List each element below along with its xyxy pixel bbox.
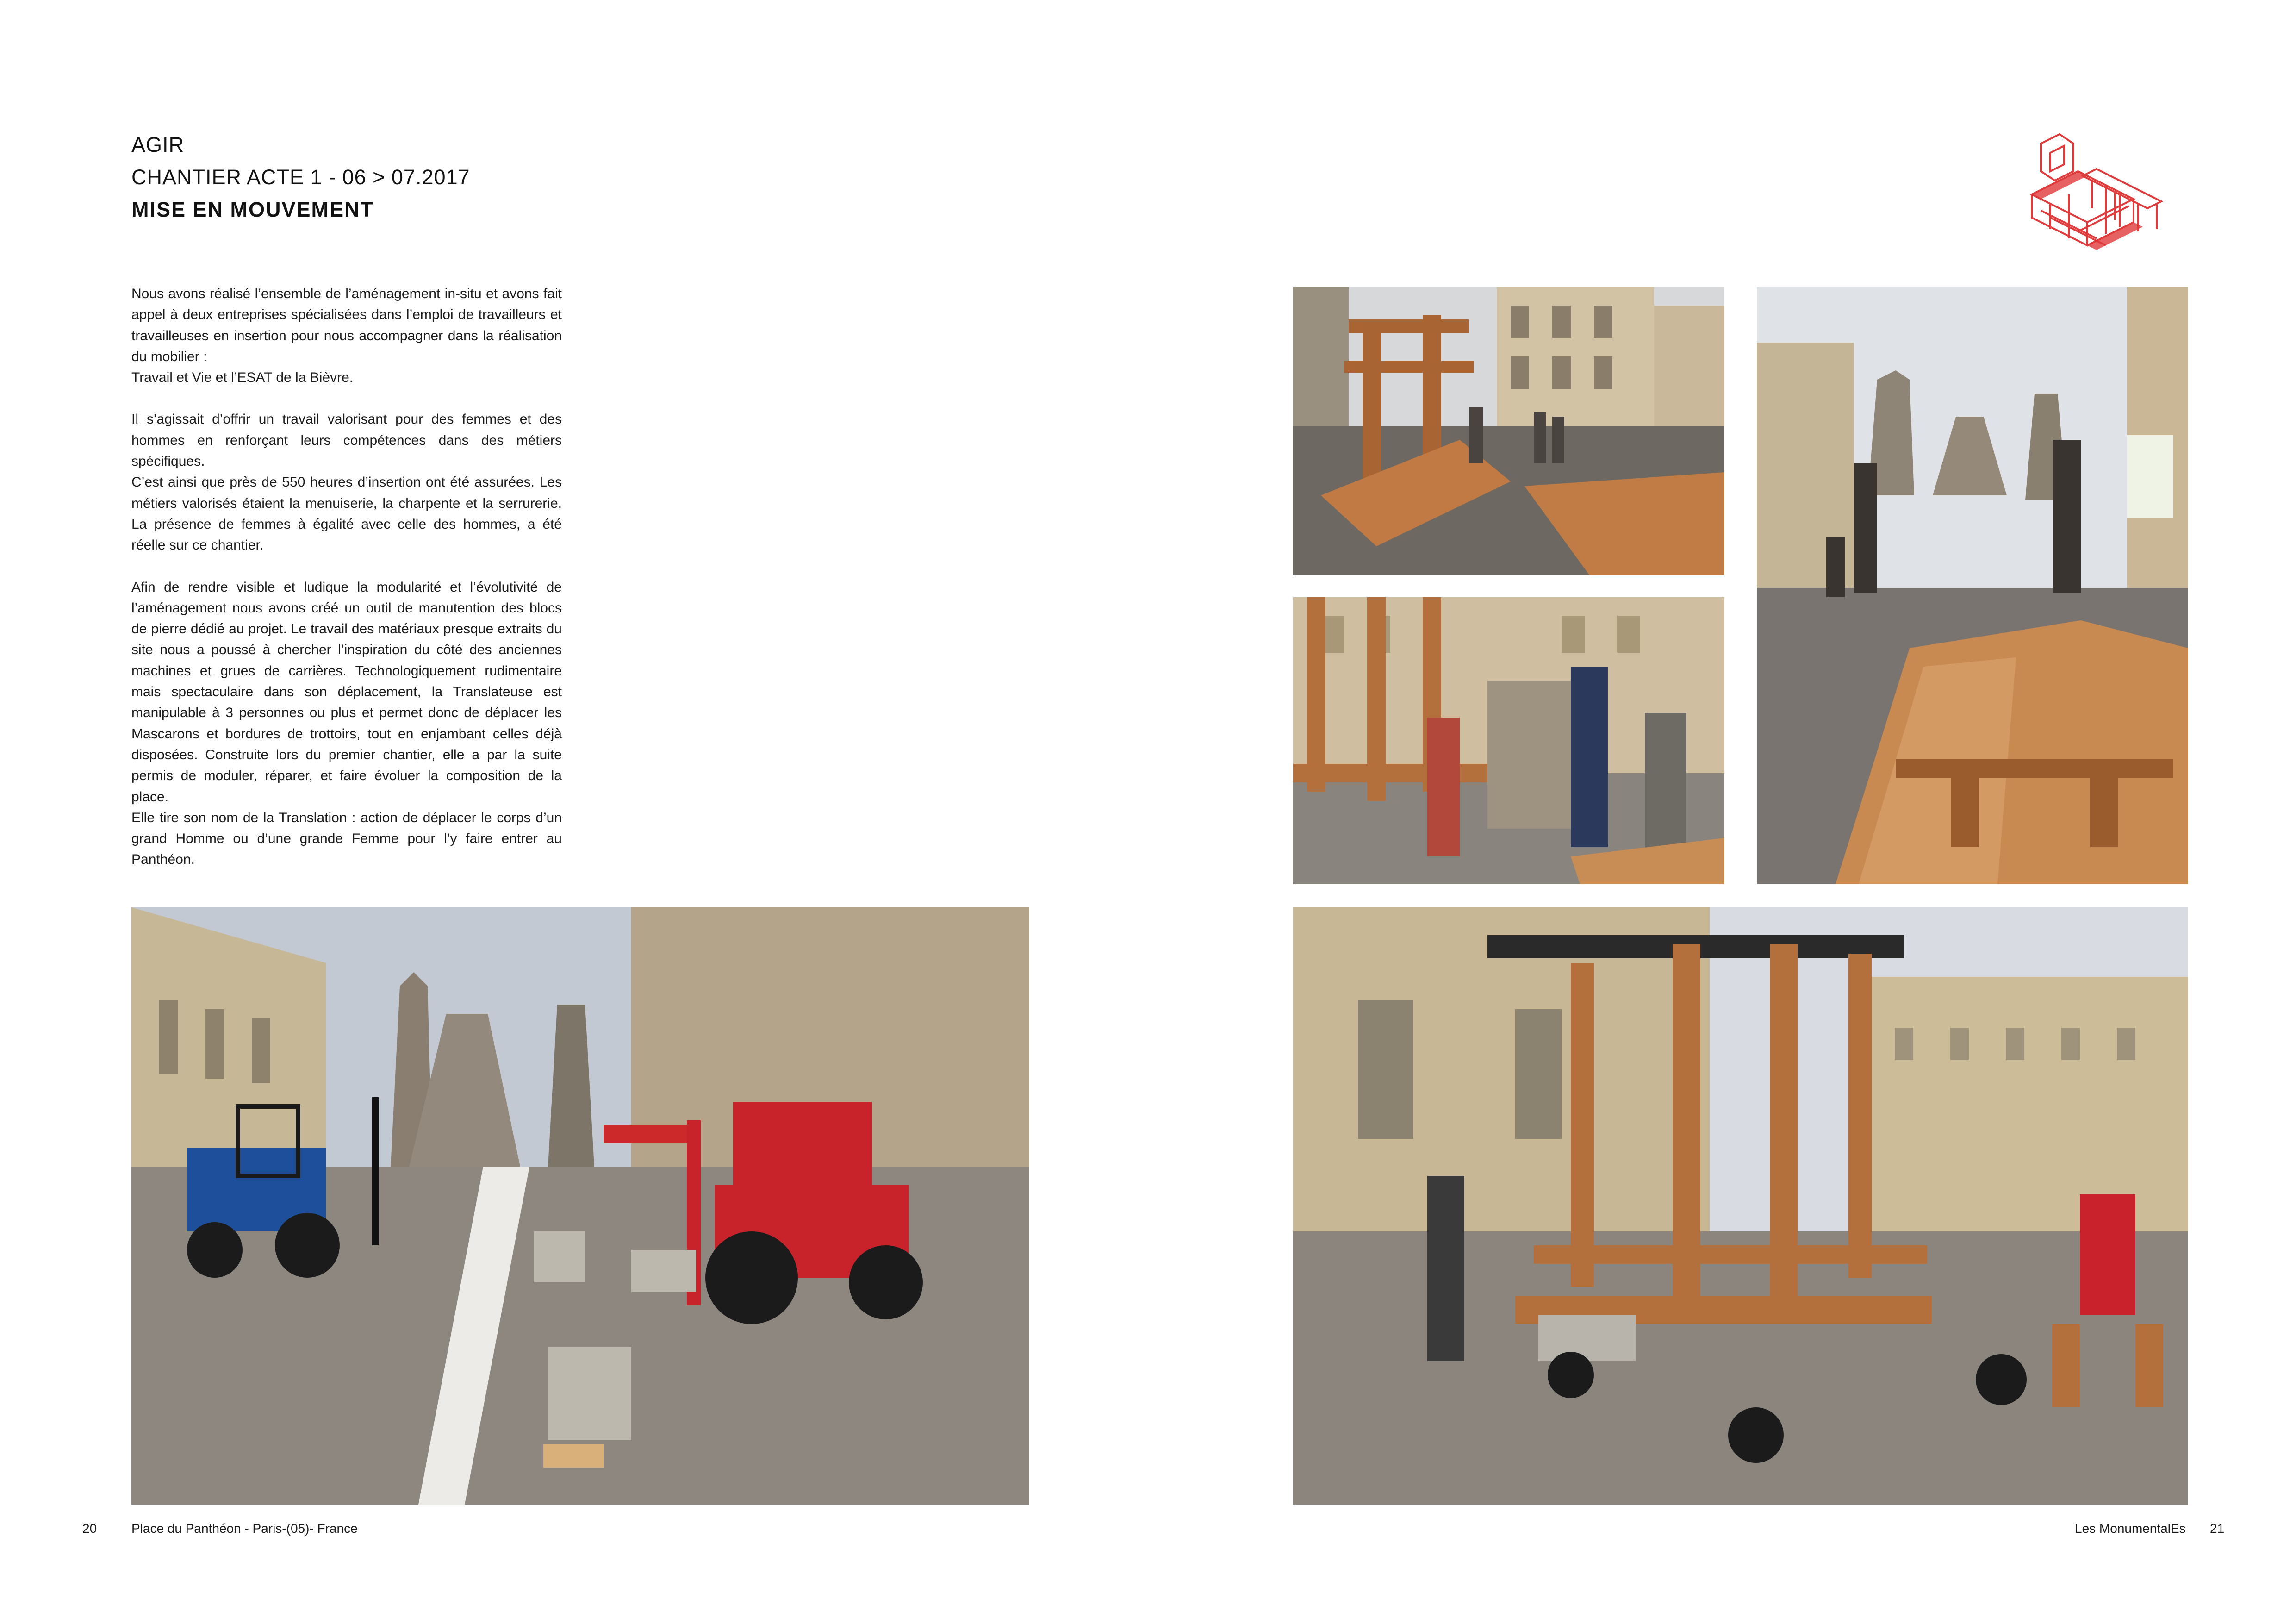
left-page-number: 20 — [82, 1521, 97, 1536]
right-page-number: 21 — [2210, 1521, 2225, 1536]
right-footer-caption: Les MonumentalEs — [2075, 1521, 2186, 1536]
body-text — [131, 283, 562, 891]
paragraph-1: Nous avons réalisé l’ensemble de l’aménagement in-situ et avons fait appel à deux entreprises spécialisées dans l’emploi de travailleurs et travailleuses en insertion pour nous accompagner dans la réalisation du mobilier : Travail et Vie et l’ESAT de la Bièvre. — [131, 286, 562, 386]
photo-pantheon-street-deck — [1757, 287, 2188, 884]
paragraph-2: Il s’agissait d’offrir un travail valorisant pour des femmes et des hommes en renforçant leurs compétences dans des métiers spécifiques. C’est ainsi que près de 550 heures d’insertion ont été assurées. Les métiers valorisés étaient la menuiserie, la charpente et la serrurerie. La présence de femmes à égalité avec celle des hommes, a été réelle sur ce chantier. — [131, 412, 562, 553]
photo-workers-translateuse — [1293, 597, 1724, 884]
photo-translateuse-frame — [1293, 907, 2188, 1505]
photo-forklifts-moving-stones — [131, 907, 1029, 1505]
section-label: AGIR — [131, 133, 185, 156]
left-footer-caption: Place du Panthéon - Paris-(05)- France — [131, 1521, 358, 1536]
section-subtitle: CHANTIER ACTE 1 - 06 > 07.2017 — [131, 165, 470, 189]
paragraph-3: Afin de rendre visible et ludique la modularité et l’évolutivité de l’aménagement nous avons créé un outil de manutention des blocs de pierre dédié au projet. Le travail des matériaux presque extraits du site nous a poussé à chercher l’inspiration du côté des anciennes machines et grues de carrières. Technologiquement rudimentaire mais spectaculaire dans son déplacement, la Translateuse est manipulable à 3 personnes ou plus et permet donc de déplacer les Mascarons et bordures de trottoirs, tout en enjambant celles déjà disposées. Construite lors du premier chantier, elle a par la suite permis de moduler, réparer, et faire évoluer la composition de la place. Elle tire son nom de la Translation : action de déplacer le corps d’un grand Homme ou d’une grande Femme pour l’y faire entrer au Panthéon. — [131, 579, 562, 868]
photo-bench-construction — [1293, 287, 1724, 575]
page-heading — [131, 129, 470, 226]
les-monumentales-logo — [2022, 125, 2175, 264]
page-title: MISE EN MOUVEMENT — [131, 198, 374, 221]
